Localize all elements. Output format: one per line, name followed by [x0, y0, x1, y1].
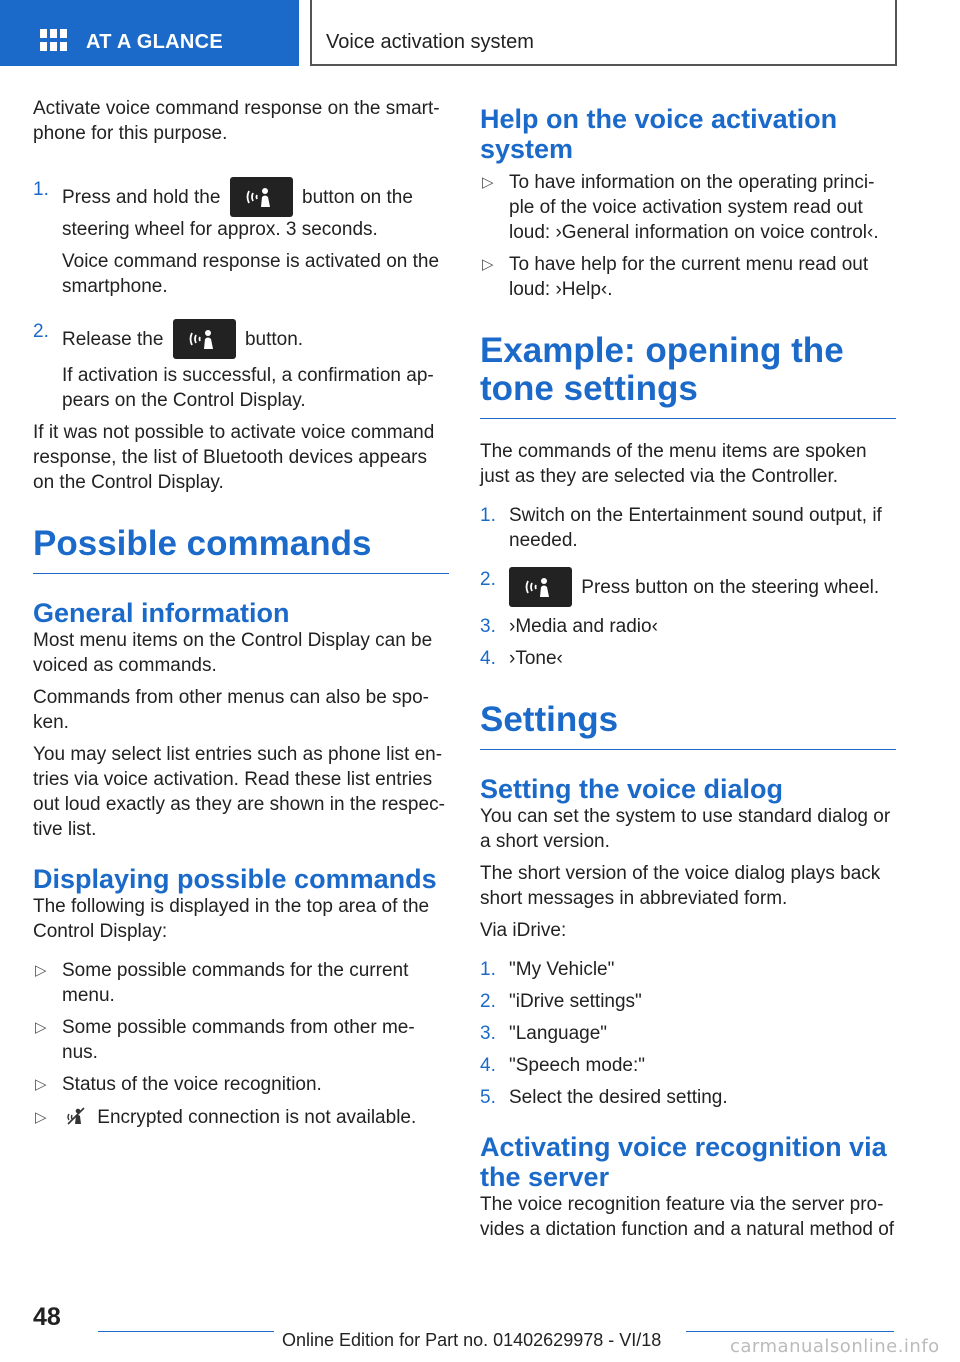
triangle-bullet-icon: ▷	[35, 1019, 47, 1036]
list-item	[33, 1072, 449, 1097]
step-text: Press and hold the	[62, 187, 221, 208]
voice-button-icon	[230, 177, 293, 217]
step-number: 4.	[480, 1055, 496, 1076]
footer-edition: Online Edition for Part no. 01402629978 - VI/18	[282, 1330, 662, 1350]
step-text: "Speech mode:"	[509, 1055, 646, 1076]
triangle-bullet-icon: ▷	[35, 962, 47, 979]
step-number: 5.	[480, 1087, 496, 1108]
paragraph: You can set the system to use standard dialog or a short version.	[480, 806, 891, 852]
paragraph: Via iDrive:	[480, 920, 567, 941]
paragraph: The commands of the menu items are spoken just as they are selected via the Controller.	[480, 441, 867, 487]
step-number: 1.	[480, 959, 496, 980]
section-title-box	[310, 0, 897, 66]
list-item	[480, 567, 896, 607]
tab-label: AT A GLANCE	[86, 31, 223, 53]
right-column	[480, 104, 896, 1242]
bullet-text: To have help for the current menu read out loud: ›Help‹.	[509, 254, 869, 300]
voice-button-icon	[173, 319, 236, 359]
step-result: Voice command response is activated on the smartphone.	[62, 251, 440, 297]
heading-possible-commands: Possible commands	[33, 525, 449, 574]
step-text: "Language"	[509, 1023, 608, 1044]
list-item	[480, 989, 896, 1014]
step-text: button on the steering wheel for approx. 3 seconds.	[62, 187, 413, 240]
list-item	[33, 1105, 449, 1130]
list-item	[33, 319, 449, 413]
list-item	[33, 177, 449, 299]
step-number: 3.	[480, 616, 496, 637]
encrypted-crossed-icon	[66, 1106, 86, 1126]
fail-note: If it was not possible to activate voice command response, the list of Bluetooth devices appears on the Control Display.	[33, 422, 435, 493]
paragraph: The following is displayed in the top area of the Control Display:	[33, 896, 430, 942]
footer-rule	[98, 1331, 274, 1332]
step-text: Release the	[62, 329, 164, 350]
step-number: 2.	[33, 321, 49, 342]
heading-help: Help on the voice activation system	[480, 104, 838, 164]
paragraph: Most menu items on the Control Display can be voiced as commands.	[33, 630, 433, 676]
voice-button-icon	[509, 567, 572, 607]
paragraph: You may select list entries such as phone list en-tries via voice activation. Read these list entries out loud exactly as they are shown in the respec-tive list.	[33, 744, 445, 840]
list-item	[480, 1021, 896, 1046]
intro-paragraph: Activate voice command response on the smart-phone for this purpose.	[33, 98, 440, 144]
watermark: carmanualsonline.info	[730, 1336, 940, 1357]
step-number: 2.	[480, 991, 496, 1012]
page-header	[0, 0, 960, 66]
paragraph: The voice recognition feature via the server pro-vides a dictation function and a natural method of	[480, 1194, 895, 1240]
list-item	[480, 503, 896, 553]
section-tab-at-a-glance[interactable]	[0, 0, 299, 66]
bullet-text: Some possible commands for the current menu.	[62, 960, 409, 1006]
list-item	[480, 957, 896, 982]
heading-general-information: General information	[33, 598, 290, 628]
triangle-bullet-icon: ▷	[35, 1076, 47, 1093]
heading-settings: Settings	[480, 701, 896, 750]
list-item	[480, 614, 896, 639]
step-number: 1.	[480, 505, 496, 526]
triangle-bullet-icon: ▷	[35, 1109, 47, 1126]
bullet-text: Status of the voice recognition.	[62, 1074, 322, 1095]
grid-icon	[40, 29, 67, 52]
footer-rule	[686, 1331, 894, 1332]
list-item	[33, 958, 449, 1008]
step-number: 2.	[480, 569, 496, 590]
list-item	[480, 252, 896, 302]
triangle-bullet-icon: ▷	[482, 256, 494, 273]
step-text: "iDrive settings"	[509, 991, 642, 1012]
list-item	[480, 170, 896, 245]
left-column	[33, 96, 449, 1130]
step-text: ›Media and radio‹	[509, 616, 658, 637]
bullet-text: Encrypted connection is not available.	[97, 1107, 417, 1128]
triangle-bullet-icon: ▷	[482, 174, 494, 191]
list-item	[480, 646, 896, 671]
step-text: ›Tone‹	[509, 648, 563, 669]
step-text: Select the desired setting.	[509, 1087, 728, 1108]
step-text: "My Vehicle"	[509, 959, 615, 980]
list-item	[480, 1053, 896, 1078]
step-number: 4.	[480, 648, 496, 669]
section-title: Voice activation system	[326, 31, 534, 53]
list-item	[33, 1015, 449, 1065]
step-number: 1.	[33, 179, 49, 200]
heading-activating-server: Activating voice recognition via the server	[480, 1132, 887, 1192]
step-text: Switch on the Entertainment sound output, if needed.	[509, 505, 882, 551]
list-item	[480, 1085, 896, 1110]
step-text: Press button on the steering wheel.	[581, 577, 880, 598]
bullet-text: To have information on the operating princi-ple of the voice activation system read out loud: ›General information on voice control‹.	[509, 172, 879, 243]
page-number: 48	[33, 1303, 61, 1331]
paragraph: The short version of the voice dialog plays back short messages in abbreviated form.	[480, 863, 881, 909]
step-number: 3.	[480, 1023, 496, 1044]
step-text: button.	[244, 329, 304, 350]
bullet-text: Some possible commands from other me-nus.	[62, 1017, 415, 1063]
heading-displaying-possible-commands: Displaying possible commands	[33, 864, 437, 894]
paragraph: Commands from other menus can also be spo-ken.	[33, 687, 430, 733]
heading-setting-voice-dialog: Setting the voice dialog	[480, 774, 784, 804]
heading-example-tone-settings: Example: opening the tone settings	[480, 332, 896, 419]
step-result: If activation is successful, a confirmation ap-pears on the Control Display.	[62, 365, 434, 411]
